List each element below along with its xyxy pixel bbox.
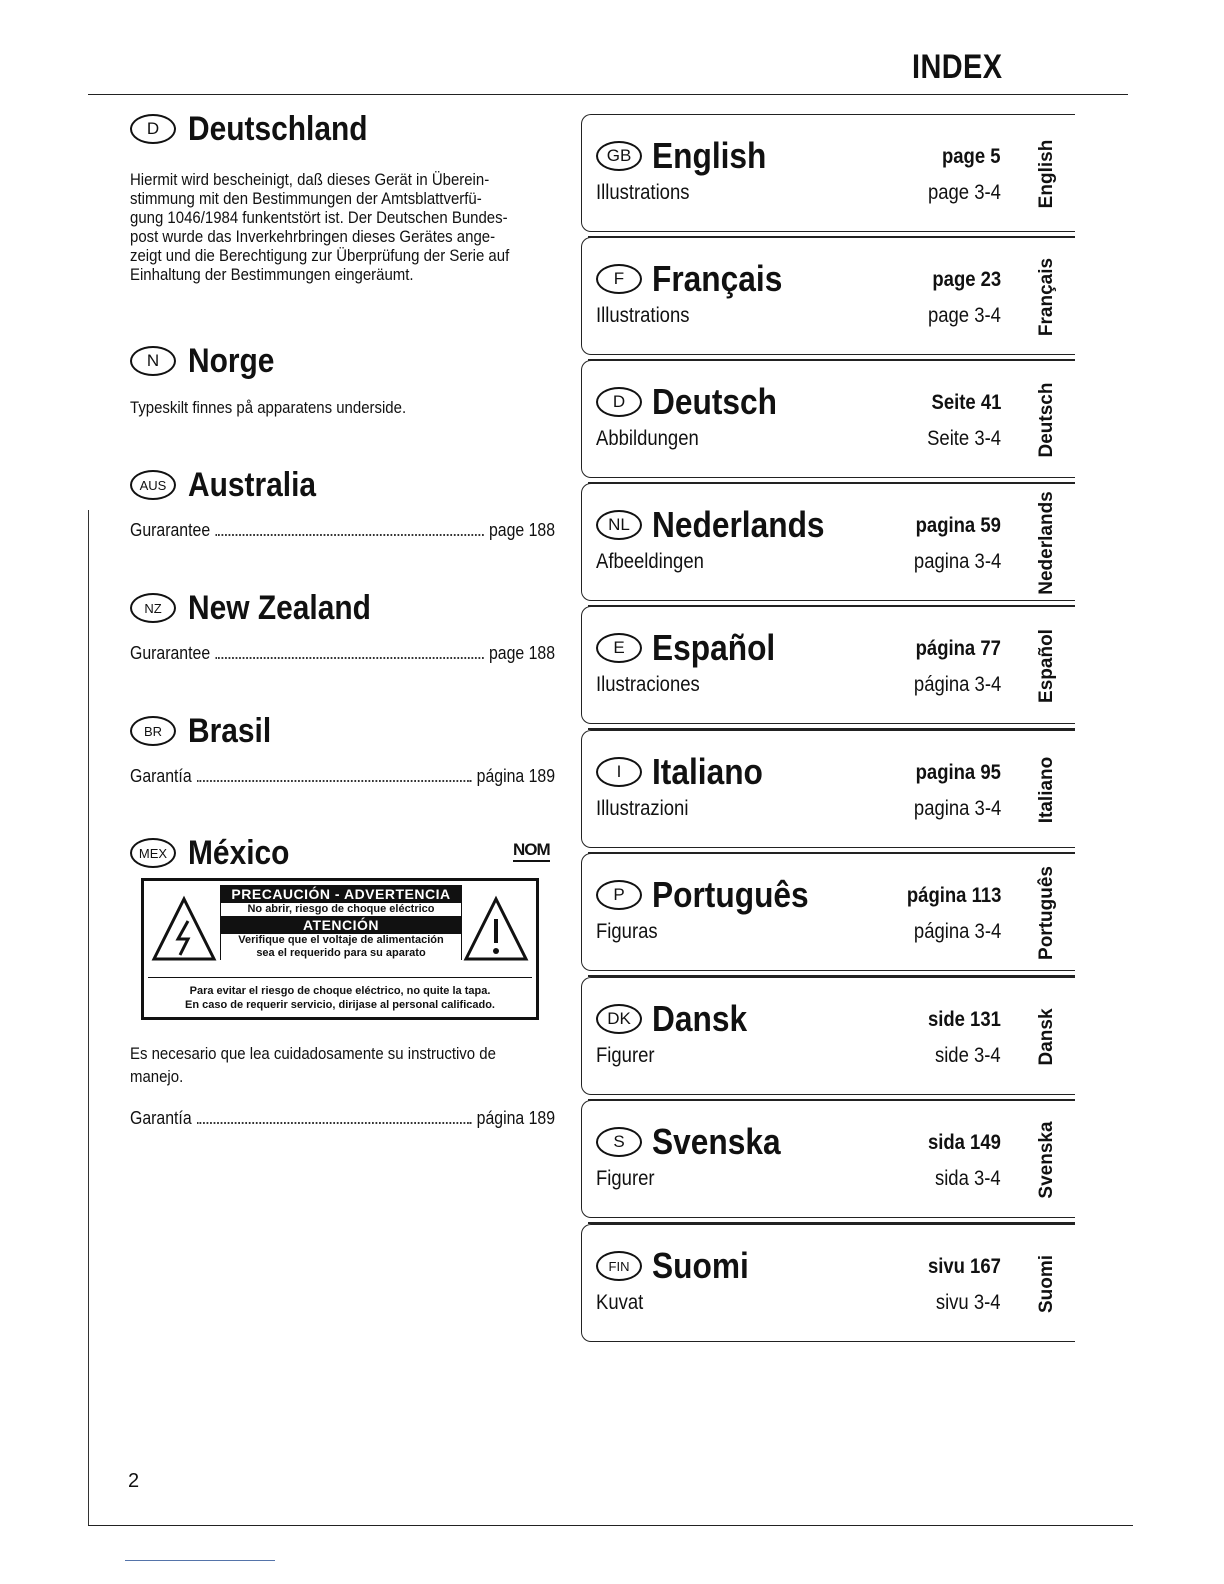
country-badge-br: BR <box>130 716 176 746</box>
top-divider <box>88 94 1128 95</box>
electric-shock-warning-icon <box>150 895 218 963</box>
section-norge <box>130 340 555 417</box>
country-badge-d: D <box>130 114 176 144</box>
country-badge-aus: AUS <box>130 470 176 500</box>
warning-bottom-text: Para evitar el riesgo de choque eléctrico, no quite la tapa. En caso de requerir servicio, dirijase al personal calificado. <box>185 985 495 1011</box>
page-number: 2 <box>128 1470 140 1492</box>
bottom-accent-line <box>125 1560 275 1561</box>
language-card-suomi[interactable]: FIN Suomi Kuvat sivu 167 sivu 3-4 Suomi <box>581 1224 1075 1342</box>
left-margin-line <box>88 510 89 1525</box>
language-badge: D <box>596 387 642 417</box>
language-name: Deutsch <box>652 381 777 422</box>
language-badge: F <box>596 264 642 294</box>
language-name: Dansk <box>652 998 748 1039</box>
illustrations-label: Kuvat <box>596 1291 644 1314</box>
warning-center-panel <box>220 885 462 960</box>
page-ref: sida 149 <box>928 1131 1001 1154</box>
country-badge-nz: NZ <box>130 593 176 623</box>
section-title: New Zealand <box>188 588 371 627</box>
warning-title: PRECAUCIÓN - ADVERTENCIA <box>220 885 462 903</box>
language-card-portugues[interactable]: P Português Figuras página 113 página 3-4 Português <box>581 853 1075 971</box>
illustrations-label: Afbeeldingen <box>596 550 704 573</box>
deutschland-text: Hiermit wird bescheinigt, daß dieses Gerät in Überein- stimmung mit den Bestimmungen der Amtsblattverfü- gung 1046/1984 funkentstört ist. Der Deutschen Bundes- post wurde das Inverkehrbringen dieses Gerätes ange- zeigt und die Berechtigung zur Überprüfung der Serie auf Einhaltung der Bestimmungen eingeräumt. <box>130 170 510 284</box>
bottom-divider <box>88 1525 1133 1526</box>
language-badge: E <box>596 633 642 663</box>
guarantee-ref: Garantía página 189 <box>130 1108 556 1128</box>
language-card-nederlands[interactable]: NL Nederlands Afbeeldingen pagina 59 pagina 3-4 Nederlands <box>581 483 1075 601</box>
illustrations-label: Figurer <box>596 1167 655 1190</box>
page-ref: pagina 59 <box>915 514 1001 537</box>
illustrations-label: Figuras <box>596 920 658 943</box>
warning-line: Verifique que el voltaje de alimentación <box>220 934 462 947</box>
illustrations-label: Illustrations <box>596 181 690 204</box>
warning-line: No abrir, riesgo de choque eléctrico <box>220 903 462 916</box>
page-ref: side 131 <box>928 1008 1001 1031</box>
illustrations-label: Abbildungen <box>596 427 699 450</box>
language-badge: I <box>596 757 642 787</box>
section-title: Australia <box>188 465 317 504</box>
section-new-zealand <box>130 587 555 664</box>
language-card-espanol[interactable]: E Español Ilustraciones página 77 página 3-4 Español <box>581 606 1075 724</box>
page-ref: página 113 <box>906 884 1001 907</box>
language-card-italiano[interactable]: I Italiano Illustrazioni pagina 95 pagina 3-4 Italiano <box>581 730 1075 848</box>
warning-label <box>141 878 539 1020</box>
language-badge: GB <box>596 141 642 171</box>
page-ref: página 77 <box>915 637 1001 660</box>
page-title: INDEX <box>912 48 1003 86</box>
illustrations-page-ref: page 3-4 <box>928 304 1001 327</box>
illustrations-page-ref: página 3-4 <box>913 673 1001 696</box>
language-badge: S <box>596 1127 642 1157</box>
illustrations-page-ref: sida 3-4 <box>935 1167 1001 1190</box>
illustrations-page-ref: página 3-4 <box>913 920 1001 943</box>
language-name: Português <box>652 874 809 915</box>
section-australia <box>130 464 555 541</box>
page-ref: page 5 <box>942 145 1001 168</box>
section-mexico <box>130 832 555 874</box>
language-name: Nederlands <box>652 504 825 545</box>
illustrations-label: Illustrazioni <box>596 797 689 820</box>
language-name: English <box>652 135 767 176</box>
language-name: Suomi <box>652 1245 749 1286</box>
language-card-deutsch[interactable]: D Deutsch Abbildungen Seite 41 Seite 3-4 Deutsch <box>581 360 1075 478</box>
page-ref: Seite 41 <box>931 391 1001 414</box>
section-title: Deutschland <box>188 109 368 148</box>
language-name: Español <box>652 627 776 668</box>
illustrations-page-ref: side 3-4 <box>935 1044 1001 1067</box>
language-badge: FIN <box>596 1251 642 1281</box>
page-ref: sivu 167 <box>928 1255 1001 1278</box>
illustrations-page-ref: pagina 3-4 <box>913 550 1001 573</box>
language-name: Français <box>652 258 783 299</box>
language-card-francais[interactable]: F Français Illustrations page 23 page 3-4 Français <box>581 237 1075 355</box>
guarantee-ref: Gurarantee page 188 <box>130 520 556 540</box>
section-brasil <box>130 710 555 787</box>
section-deutschland <box>130 108 555 284</box>
page-ref: page 23 <box>932 268 1001 291</box>
language-name: Italiano <box>652 751 763 792</box>
mexico-instruction: Es necesario que lea cuidadosamente su instructivo de manejo. <box>130 1044 496 1086</box>
illustrations-page-ref: Seite 3-4 <box>927 427 1001 450</box>
illustrations-page-ref: pagina 3-4 <box>913 797 1001 820</box>
norge-text: Typeskilt finnes på apparatens underside. <box>130 398 407 417</box>
language-card-dansk[interactable]: DK Dansk Figurer side 131 side 3-4 Dansk <box>581 977 1075 1095</box>
section-title: México <box>188 833 290 872</box>
mexico-guarantee <box>130 1108 555 1129</box>
language-badge: DK <box>596 1004 642 1034</box>
attention-title: ATENCIÓN <box>220 916 462 934</box>
language-name: Svenska <box>652 1121 781 1162</box>
section-title: Norge <box>188 341 275 380</box>
language-badge: NL <box>596 510 642 540</box>
illustrations-label: Ilustraciones <box>596 673 700 696</box>
nom-mark: NOM <box>513 840 550 862</box>
guarantee-ref: Garantía página 189 <box>130 766 556 786</box>
illustrations-page-ref: page 3-4 <box>928 181 1001 204</box>
illustrations-label: Illustrations <box>596 304 690 327</box>
guarantee-ref: Gurarantee page 188 <box>130 643 556 663</box>
language-badge: P <box>596 880 642 910</box>
illustrations-label: Figurer <box>596 1044 655 1067</box>
page-ref: pagina 95 <box>915 761 1001 784</box>
section-title: Brasil <box>188 711 272 750</box>
exclamation-warning-icon <box>462 895 530 963</box>
country-badge-mex: MEX <box>130 838 176 868</box>
country-badge-n: N <box>130 346 176 376</box>
language-card-svenska[interactable]: S Svenska Figurer sida 149 sida 3-4 Svenska <box>581 1100 1075 1218</box>
warning-line: sea el requerido para su aparato <box>220 947 462 960</box>
illustrations-page-ref: sivu 3-4 <box>936 1291 1001 1314</box>
language-card-english[interactable]: GB English Illustrations page 5 page 3-4 English <box>581 114 1075 232</box>
